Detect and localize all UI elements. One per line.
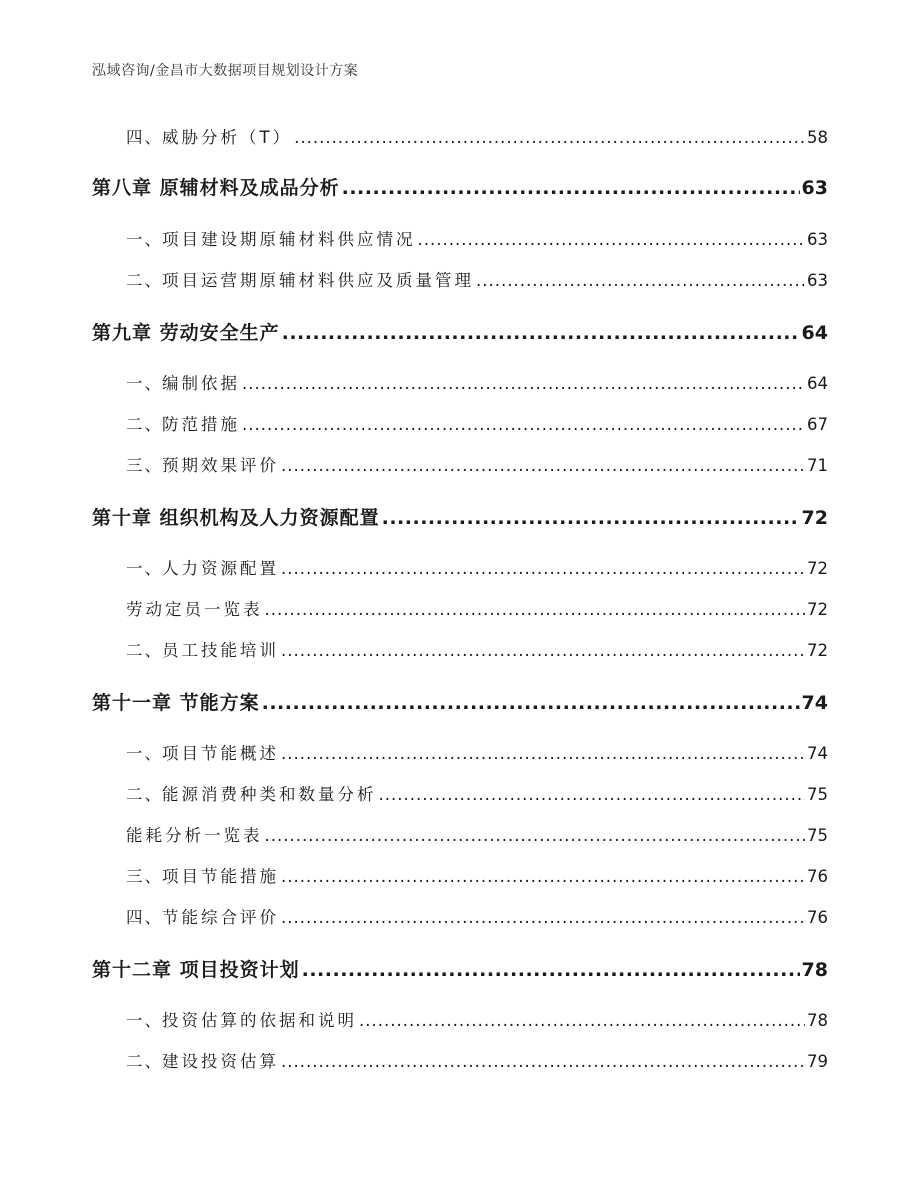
dot-leader bbox=[265, 826, 806, 845]
dot-leader bbox=[281, 908, 805, 927]
toc-entry-title: 防范措施 bbox=[162, 415, 240, 434]
toc-entry-number: 二、 bbox=[126, 415, 163, 434]
toc-entry-page: 72 bbox=[807, 641, 828, 660]
toc-entry[interactable] bbox=[92, 555, 828, 579]
toc-entry[interactable] bbox=[92, 637, 828, 661]
toc-entry-title: 能耗分析一览表 bbox=[126, 826, 263, 845]
toc-entry-number: 一、 bbox=[126, 374, 163, 393]
toc-entry-number: 一、 bbox=[126, 1011, 163, 1030]
dot-leader bbox=[379, 785, 806, 804]
toc-entry[interactable] bbox=[92, 781, 828, 805]
toc-entry-page: 75 bbox=[807, 785, 828, 804]
toc-entry-label bbox=[92, 740, 279, 764]
toc-entry-page: 63 bbox=[807, 271, 828, 290]
dot-leader bbox=[476, 271, 805, 290]
toc-entry-label bbox=[92, 637, 279, 661]
toc-entry[interactable] bbox=[92, 452, 828, 476]
toc-entry-page: 64 bbox=[807, 374, 828, 393]
toc-chapter[interactable] bbox=[92, 955, 828, 982]
toc-chapter-title: 第八章 原辅材料及成品分析 bbox=[92, 177, 340, 199]
toc-entry-label bbox=[92, 863, 279, 887]
toc-entry[interactable] bbox=[92, 267, 828, 291]
toc-entry-title: 项目节能概述 bbox=[162, 744, 279, 763]
toc-entry[interactable] bbox=[92, 863, 828, 887]
toc-entry-number: 三、 bbox=[126, 867, 163, 886]
toc-chapter-page: 63 bbox=[801, 177, 828, 199]
toc-entry-page: 67 bbox=[807, 415, 828, 434]
page-header: 泓域咨询/金昌市大数据项目规划设计方案 bbox=[92, 63, 359, 79]
toc-entry-title: 预期效果评价 bbox=[162, 456, 279, 475]
dot-leader bbox=[242, 415, 805, 434]
toc-chapter[interactable] bbox=[92, 318, 828, 345]
toc-entry-title: 能源消费种类和数量分析 bbox=[162, 785, 377, 804]
toc-entry-number: 一、 bbox=[126, 559, 163, 578]
dot-leader bbox=[294, 128, 805, 147]
toc-entry-label bbox=[92, 1048, 279, 1072]
toc-entry-label bbox=[92, 267, 474, 291]
toc-entry-title: 员工技能培训 bbox=[162, 641, 279, 660]
dot-leader bbox=[302, 959, 800, 981]
toc-entry-title: 建设投资估算 bbox=[162, 1052, 279, 1071]
toc-entry-page: 71 bbox=[807, 456, 828, 475]
toc-entry-title: 节能综合评价 bbox=[162, 908, 279, 927]
toc-entry-label bbox=[92, 781, 377, 805]
toc-entry-label bbox=[92, 124, 292, 148]
dot-leader bbox=[265, 600, 806, 619]
toc-entry-page: 75 bbox=[807, 826, 828, 845]
toc-chapter[interactable] bbox=[92, 173, 828, 200]
toc-entry[interactable] bbox=[92, 904, 828, 928]
toc-entry-title: 威胁分析（T） bbox=[162, 128, 293, 147]
toc-chapter-title: 第十二章 项目投资计划 bbox=[92, 959, 300, 981]
toc-chapter-page: 72 bbox=[801, 507, 828, 529]
toc-entry-page: 72 bbox=[807, 600, 828, 619]
toc-entry-number: 一、 bbox=[126, 744, 163, 763]
toc-entry-label bbox=[92, 370, 240, 394]
toc-entry-number: 四、 bbox=[126, 908, 163, 927]
toc-entry-page: 76 bbox=[807, 908, 828, 927]
dot-leader bbox=[359, 1011, 805, 1030]
toc-entry-page: 78 bbox=[807, 1011, 828, 1030]
toc-entry-title: 编制依据 bbox=[162, 374, 240, 393]
toc-entry-label bbox=[92, 1007, 357, 1031]
toc-entry-number: 三、 bbox=[126, 456, 163, 475]
toc-entry[interactable] bbox=[92, 740, 828, 764]
dot-leader bbox=[281, 1052, 805, 1071]
toc-entry-number: 二、 bbox=[126, 271, 163, 290]
dot-leader bbox=[282, 322, 800, 344]
dot-leader bbox=[281, 641, 805, 660]
toc-chapter[interactable] bbox=[92, 503, 828, 530]
toc-entry[interactable] bbox=[92, 370, 828, 394]
toc-entry[interactable] bbox=[92, 1048, 828, 1072]
toc-chapter-title: 第十一章 节能方案 bbox=[92, 692, 260, 714]
dot-leader bbox=[281, 559, 805, 578]
dot-leader bbox=[242, 374, 805, 393]
toc-entry-page: 74 bbox=[807, 744, 828, 763]
toc-entry-page: 63 bbox=[807, 230, 828, 249]
toc-entry-title: 人力资源配置 bbox=[162, 559, 279, 578]
toc-entry-number: 一、 bbox=[126, 230, 163, 249]
toc-entry-number: 二、 bbox=[126, 1052, 163, 1071]
toc-entry[interactable] bbox=[92, 124, 828, 148]
dot-leader bbox=[262, 692, 800, 714]
toc-entry[interactable] bbox=[92, 411, 828, 435]
toc-entry[interactable] bbox=[92, 226, 828, 250]
toc-entry-title: 项目运营期原辅材料供应及质量管理 bbox=[162, 271, 474, 290]
toc-chapter-title: 第十章 组织机构及人力资源配置 bbox=[92, 507, 380, 529]
toc-entry-number: 二、 bbox=[126, 785, 163, 804]
toc-entry-title: 劳动定员一览表 bbox=[126, 600, 263, 619]
toc-entry-title: 投资估算的依据和说明 bbox=[162, 1011, 357, 1030]
toc-entry-label bbox=[92, 555, 279, 579]
toc-entry-title: 项目建设期原辅材料供应情况 bbox=[162, 230, 416, 249]
dot-leader bbox=[281, 456, 805, 475]
toc-entry-page: 72 bbox=[807, 559, 828, 578]
toc-chapter-page: 78 bbox=[801, 959, 828, 981]
toc-entry-page: 76 bbox=[807, 867, 828, 886]
toc-entry-label bbox=[92, 226, 416, 250]
toc-entry-page: 58 bbox=[807, 128, 828, 147]
toc-chapter-page: 74 bbox=[801, 692, 828, 714]
toc-entry-title: 项目节能措施 bbox=[162, 867, 279, 886]
toc-entry-page: 79 bbox=[807, 1052, 828, 1071]
toc-table-entry[interactable] bbox=[92, 822, 828, 846]
toc-chapter-page: 64 bbox=[801, 322, 828, 344]
toc-entry-number: 四、 bbox=[126, 128, 163, 147]
toc-entry-label bbox=[92, 411, 240, 435]
dot-leader bbox=[342, 177, 800, 199]
toc-entry[interactable] bbox=[92, 1007, 828, 1031]
dot-leader bbox=[281, 744, 805, 763]
toc-entry-label bbox=[92, 904, 279, 928]
toc-entry-number: 二、 bbox=[126, 641, 163, 660]
dot-leader bbox=[281, 867, 805, 886]
dot-leader bbox=[382, 507, 800, 529]
toc-table-entry[interactable] bbox=[92, 596, 828, 620]
toc-chapter[interactable] bbox=[92, 688, 828, 715]
toc-entry-label bbox=[92, 452, 279, 476]
dot-leader bbox=[418, 230, 806, 249]
toc-chapter-title: 第九章 劳动安全生产 bbox=[92, 322, 280, 344]
